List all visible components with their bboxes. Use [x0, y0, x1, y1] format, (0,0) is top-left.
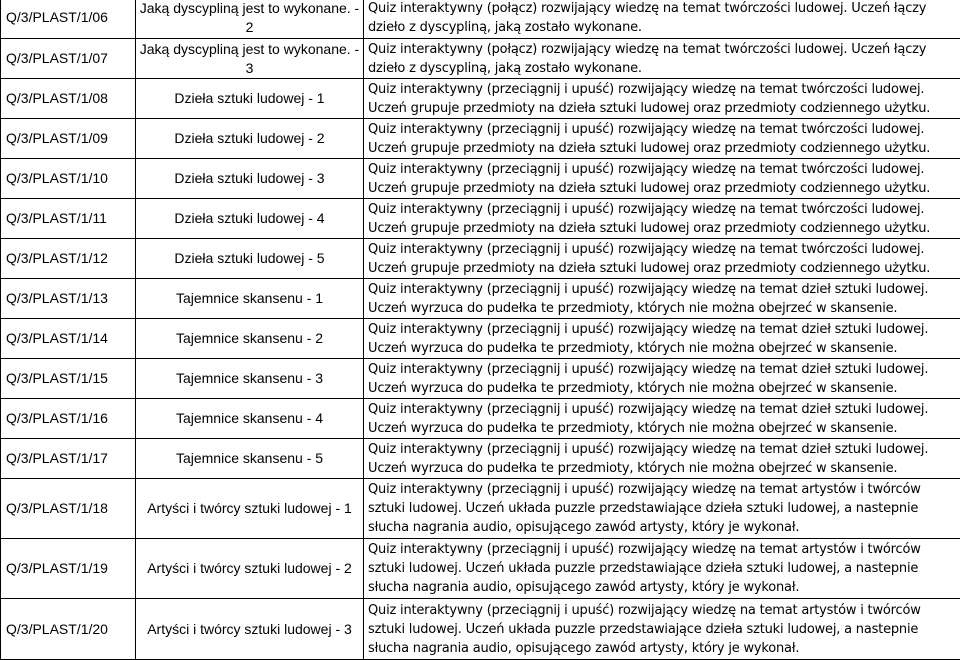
item-code: Q/3/PLAST/1/15	[1, 359, 136, 399]
item-description: Quiz interaktywny (przeciągnij i upuść) rozwijający wiedzę na temat twórczości ludowej. Uczeń grupuje przedmioty na dzieła sztuki ludowej oraz przedmioty codziennego użytku.	[364, 79, 960, 119]
item-title: Tajemnice skansenu - 2	[136, 319, 364, 359]
table-row	[1, 539, 960, 599]
table-row	[1, 0, 960, 39]
item-description: Quiz interaktywny (przeciągnij i upuść) rozwijający wiedzę na temat dzieł sztuki ludowej. Uczeń wyrzuca do pudełka te przedmioty, których nie można obejrzeć w skansenie.	[364, 319, 960, 359]
item-title: Tajemnice skansenu - 1	[136, 279, 364, 319]
table-row	[1, 239, 960, 279]
item-title: Jaką dyscypliną jest to wykonane. - 2	[136, 0, 364, 39]
item-description: Quiz interaktywny (przeciągnij i upuść) rozwijający wiedzę na temat artystów i twórców sztuki ludowej. Uczeń układa puzzle przedstawiające dzieła sztuki ludowej, a nastepnie słucha nagrania audio, opisującego zawód artysty, który je wykonał.	[364, 599, 960, 660]
table-row	[1, 399, 960, 439]
item-code: Q/3/PLAST/1/18	[1, 479, 136, 539]
table-row	[1, 159, 960, 199]
item-code: Q/3/PLAST/1/07	[1, 39, 136, 79]
item-title: Dzieła sztuki ludowej - 1	[136, 79, 364, 119]
item-title: Tajemnice skansenu - 3	[136, 359, 364, 399]
item-title: Dzieła sztuki ludowej - 4	[136, 199, 364, 239]
item-description: Quiz interaktywny (połącz) rozwijający wiedzę na temat twórczości ludowej. Uczeń łączy dzieło z dyscypliną, jaką zostało wykonane.	[364, 0, 960, 39]
table-row	[1, 199, 960, 239]
item-code: Q/3/PLAST/1/10	[1, 159, 136, 199]
table-row	[1, 279, 960, 319]
resource-table-body	[1, 0, 960, 660]
table-row	[1, 479, 960, 539]
item-title: Tajemnice skansenu - 4	[136, 399, 364, 439]
item-code: Q/3/PLAST/1/06	[1, 0, 136, 39]
table-row	[1, 319, 960, 359]
table-row	[1, 359, 960, 399]
item-description: Quiz interaktywny (przeciągnij i upuść) rozwijający wiedzę na temat artystów i twórców sztuki ludowej. Uczeń układa puzzle przedstawiające dzieła sztuki ludowej, a nastepnie słucha nagrania audio, opisującego zawód artysty, który je wykonał.	[364, 539, 960, 599]
item-title: Dzieła sztuki ludowej - 3	[136, 159, 364, 199]
item-code: Q/3/PLAST/1/14	[1, 319, 136, 359]
table-row	[1, 119, 960, 159]
item-description: Quiz interaktywny (przeciągnij i upuść) rozwijający wiedzę na temat twórczości ludowej. Uczeń grupuje przedmioty na dzieła sztuki ludowej oraz przedmioty codziennego użytku.	[364, 159, 960, 199]
item-description: Quiz interaktywny (przeciągnij i upuść) rozwijający wiedzę na temat dzieł sztuki ludowej. Uczeń wyrzuca do pudełka te przedmioty, których nie można obejrzeć w skansenie.	[364, 359, 960, 399]
item-title: Dzieła sztuki ludowej - 2	[136, 119, 364, 159]
item-description: Quiz interaktywny (przeciągnij i upuść) rozwijający wiedzę na temat twórczości ludowej. Uczeń grupuje przedmioty na dzieła sztuki ludowej oraz przedmioty codziennego użytku.	[364, 239, 960, 279]
item-code: Q/3/PLAST/1/11	[1, 199, 136, 239]
table-row	[1, 439, 960, 479]
table-row	[1, 599, 960, 660]
item-code: Q/3/PLAST/1/08	[1, 79, 136, 119]
item-code: Q/3/PLAST/1/13	[1, 279, 136, 319]
item-description: Quiz interaktywny (przeciągnij i upuść) rozwijający wiedzę na temat artystów i twórców sztuki ludowej. Uczeń układa puzzle przedstawiające dzieła sztuki ludowej, a nastepnie słucha nagrania audio, opisującego zawód artysty, który je wykonał.	[364, 479, 960, 539]
item-description: Quiz interaktywny (przeciągnij i upuść) rozwijający wiedzę na temat twórczości ludowej. Uczeń grupuje przedmioty na dzieła sztuki ludowej oraz przedmioty codziennego użytku.	[364, 119, 960, 159]
item-title: Dzieła sztuki ludowej - 5	[136, 239, 364, 279]
item-code: Q/3/PLAST/1/16	[1, 399, 136, 439]
item-description: Quiz interaktywny (przeciągnij i upuść) rozwijający wiedzę na temat dzieł sztuki ludowej. Uczeń wyrzuca do pudełka te przedmioty, których nie można obejrzeć w skansenie.	[364, 279, 960, 319]
item-code: Q/3/PLAST/1/20	[1, 599, 136, 660]
item-description: Quiz interaktywny (przeciągnij i upuść) rozwijający wiedzę na temat dzieł sztuki ludowej. Uczeń wyrzuca do pudełka te przedmioty, których nie można obejrzeć w skansenie.	[364, 439, 960, 479]
table-row	[1, 79, 960, 119]
item-description: Quiz interaktywny (przeciągnij i upuść) rozwijający wiedzę na temat twórczości ludowej. Uczeń grupuje przedmioty na dzieła sztuki ludowej oraz przedmioty codziennego użytku.	[364, 199, 960, 239]
item-title: Artyści i twórcy sztuki ludowej - 1	[136, 479, 364, 539]
item-title: Artyści i twórcy sztuki ludowej - 3	[136, 599, 364, 660]
table-row	[1, 39, 960, 79]
item-code: Q/3/PLAST/1/09	[1, 119, 136, 159]
item-code: Q/3/PLAST/1/19	[1, 539, 136, 599]
item-title: Tajemnice skansenu - 5	[136, 439, 364, 479]
item-code: Q/3/PLAST/1/17	[1, 439, 136, 479]
item-title: Artyści i twórcy sztuki ludowej - 2	[136, 539, 364, 599]
item-code: Q/3/PLAST/1/12	[1, 239, 136, 279]
item-title: Jaką dyscypliną jest to wykonane. - 3	[136, 39, 364, 79]
item-description: Quiz interaktywny (przeciągnij i upuść) rozwijający wiedzę na temat dzieł sztuki ludowej. Uczeń wyrzuca do pudełka te przedmioty, których nie można obejrzeć w skansenie.	[364, 399, 960, 439]
item-description: Quiz interaktywny (połącz) rozwijający wiedzę na temat twórczości ludowej. Uczeń łączy dzieło z dyscypliną, jaką zostało wykonane.	[364, 39, 960, 79]
